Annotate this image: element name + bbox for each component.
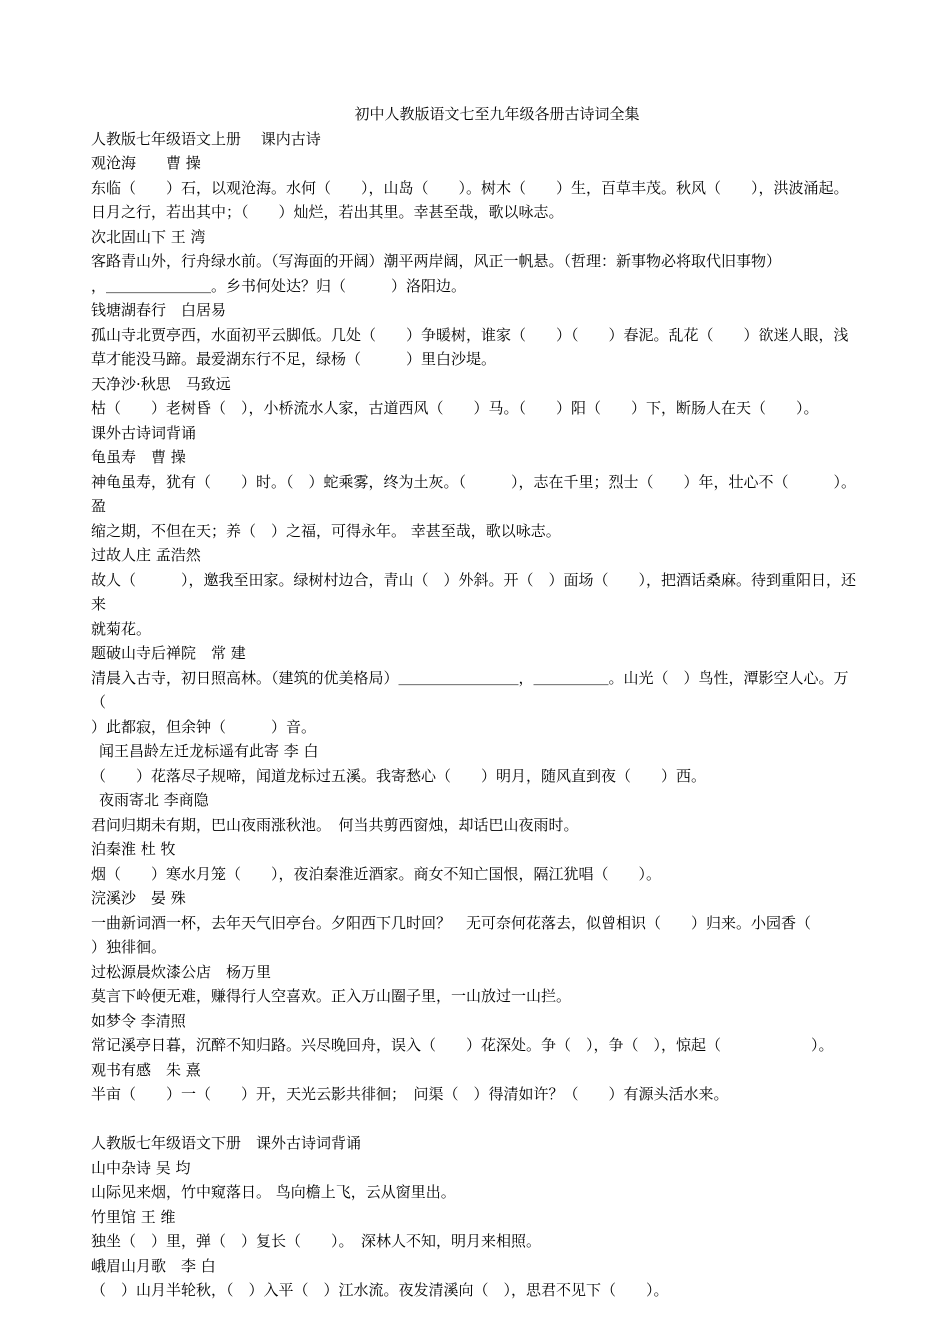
poem-text-line: 草才能没马蹄。最爱湖东行不足，绿杨（ ）里白沙堤。 [91, 350, 497, 368]
poem-text-line: 山际见来烟，竹中窥落日。 鸟向檐上飞，云从窗里出。 [91, 1183, 456, 1201]
poem-title: 题破山寺后禅院 常 建 [91, 644, 246, 662]
poem-title: 龟虽寿 曹 操 [91, 448, 186, 466]
document-page [91, 102, 863, 1303]
poem-text-line: 缩之期，不但在天；养（ ）之福，可得永年。 幸甚至哉，歌以咏志。 [91, 521, 561, 540]
poem-text-line: 半亩（ ）一（ ）开，天光云影共徘徊； 问渠（ ）得清如许？（ ）有源头活水来。 [91, 1085, 729, 1103]
poem-text-line: 日月之行，若出其中；（ ）灿烂，若出其里。幸甚至哉，歌以咏志。 [91, 203, 564, 221]
poem-title: 浣溪沙 晏 殊 [91, 889, 186, 907]
poem-title: 泊秦淮 杜 牧 [91, 840, 176, 858]
poem-text-line: 就菊花。 [91, 619, 152, 638]
blank-line [91, 1107, 863, 1132]
document-title: 初中人教版语文七至九年级各册古诗词全集 [354, 105, 640, 123]
poem-text-line: ）独徘徊。 [91, 938, 167, 956]
section-heading: 课外古诗词背诵 [91, 423, 197, 442]
poem-title: 山中杂诗 吴 均 [91, 1158, 191, 1177]
poem-text-line: ，＿＿＿＿＿＿＿。乡书何处达？归（ ）洛阳边。 [91, 276, 467, 295]
section-heading: 人教版七年级语文下册 课外古诗词背诵 [91, 1134, 362, 1152]
poem-text-line: 君问归期未有期，巴山夜雨涨秋池。 何当共剪西窗烛，却话巴山夜雨时。 [91, 815, 579, 834]
poem-text-line: 枯（ ）老树昏（ ），小桥流水人家，古道西风（ ）马。（ ）阳（ ）下，断肠人在天（ ）。 [91, 399, 819, 417]
poem-title: 过松源晨炊漆公店 杨万里 [91, 962, 272, 981]
poem-text-line: 孤山寺北贾亭西，水面初平云脚低。几处（ ）争暖树，谁家（ ）（ ）春泥。乱花（ ）欲迷人眼，浅 [91, 325, 849, 344]
poem-text-line: 故人（ ），邀我至田家。绿树村边合，青山（ ）外斜。开（ ）面场（ ），把酒话桑麻。待到重阳日，还来 [91, 570, 857, 613]
poem-title: 钱塘湖春行 白居易 [91, 301, 227, 319]
poem-text-line: 神龟虽寿，犹有（ ）时。（ ）蛇乘雾，终为土灰。（ ），志在千里；烈士（ ）年，壮心不（ ）。盈 [91, 472, 857, 515]
poem-title: 观沧海 曹 操 [91, 154, 201, 172]
poem-title: 竹里馆 王 维 [91, 1207, 176, 1226]
poem-title: 如梦令 李清照 [91, 1011, 186, 1030]
poem-title: 过故人庄 孟浩然 [91, 546, 201, 564]
poem-text-line: 清晨入古寺，初日照高林。（建筑的优美格局）＿＿＿＿＿＿＿＿，＿＿＿＿＿。山光（ ）鸟性，潭影空人心。万（ [91, 668, 849, 711]
poem-title: 夜雨寄北 李商隐 [99, 791, 209, 809]
poem-title: 峨眉山月歌 李 白 [91, 1256, 216, 1275]
section-heading: 人教版七年级语文上册 课内古诗 [91, 129, 321, 148]
poem-title: 次北固山下 王 湾 [91, 227, 206, 246]
poem-title: 天净沙·秋思 马致远 [91, 374, 231, 393]
poem-title: 观书有感 朱 熹 [91, 1060, 201, 1079]
poem-title: 闻王昌龄左迁龙标遥有此寄 李 白 [99, 742, 319, 760]
poem-text-line: 东临（ ）石，以观沧海。水何（ ），山岛（ ）。树木（ ）生，百草丰茂。秋风（ ），洪波涌起。 [91, 178, 849, 197]
document-body [91, 127, 863, 1303]
poem-text-line: 一曲新词酒一杯，去年天气旧亭台。夕阳西下几时回？ 无可奈何花落去，似曾相识（ ）归来。小园香（ [91, 913, 812, 932]
poem-text-line: （ ）花落尽子规啼，闻道龙标过五溪。我寄愁心（ ）明月，随风直到夜（ ）西。 [91, 766, 707, 785]
poem-text-line: 客路青山外，行舟绿水前。（写海面的开阔）潮平两岸阔，风正一帆悬。（哲理：新事物必将取代旧事物） [91, 252, 782, 270]
poem-text-line: （ ）山月半轮秋，（ ）入平（ ）江水流。夜发清溪向（ ），思君不见下（ ）。 [91, 1281, 669, 1299]
poem-text-line: 莫言下岭便无难，赚得行人空喜欢。正入万山圈子里，一山放过一山拦。 [91, 987, 572, 1005]
poem-text-line: 常记溪亭日暮，沉醉不知归路。兴尽晚回舟，误入（ ）花深处。争（ ），争（ ），惊起（ ）。 [91, 1036, 834, 1054]
poem-text-line: ）此都寂，但余钟（ ）音。 [91, 717, 317, 736]
poem-text-line: 烟（ ）寒水月笼（ ），夜泊秦淮近酒家。商女不知亡国恨，隔江犹唱（ ）。 [91, 864, 662, 883]
poem-text-line: 独坐（ ）里，弹（ ）复长（ ）。 深林人不知，明月来相照。 [91, 1232, 542, 1250]
